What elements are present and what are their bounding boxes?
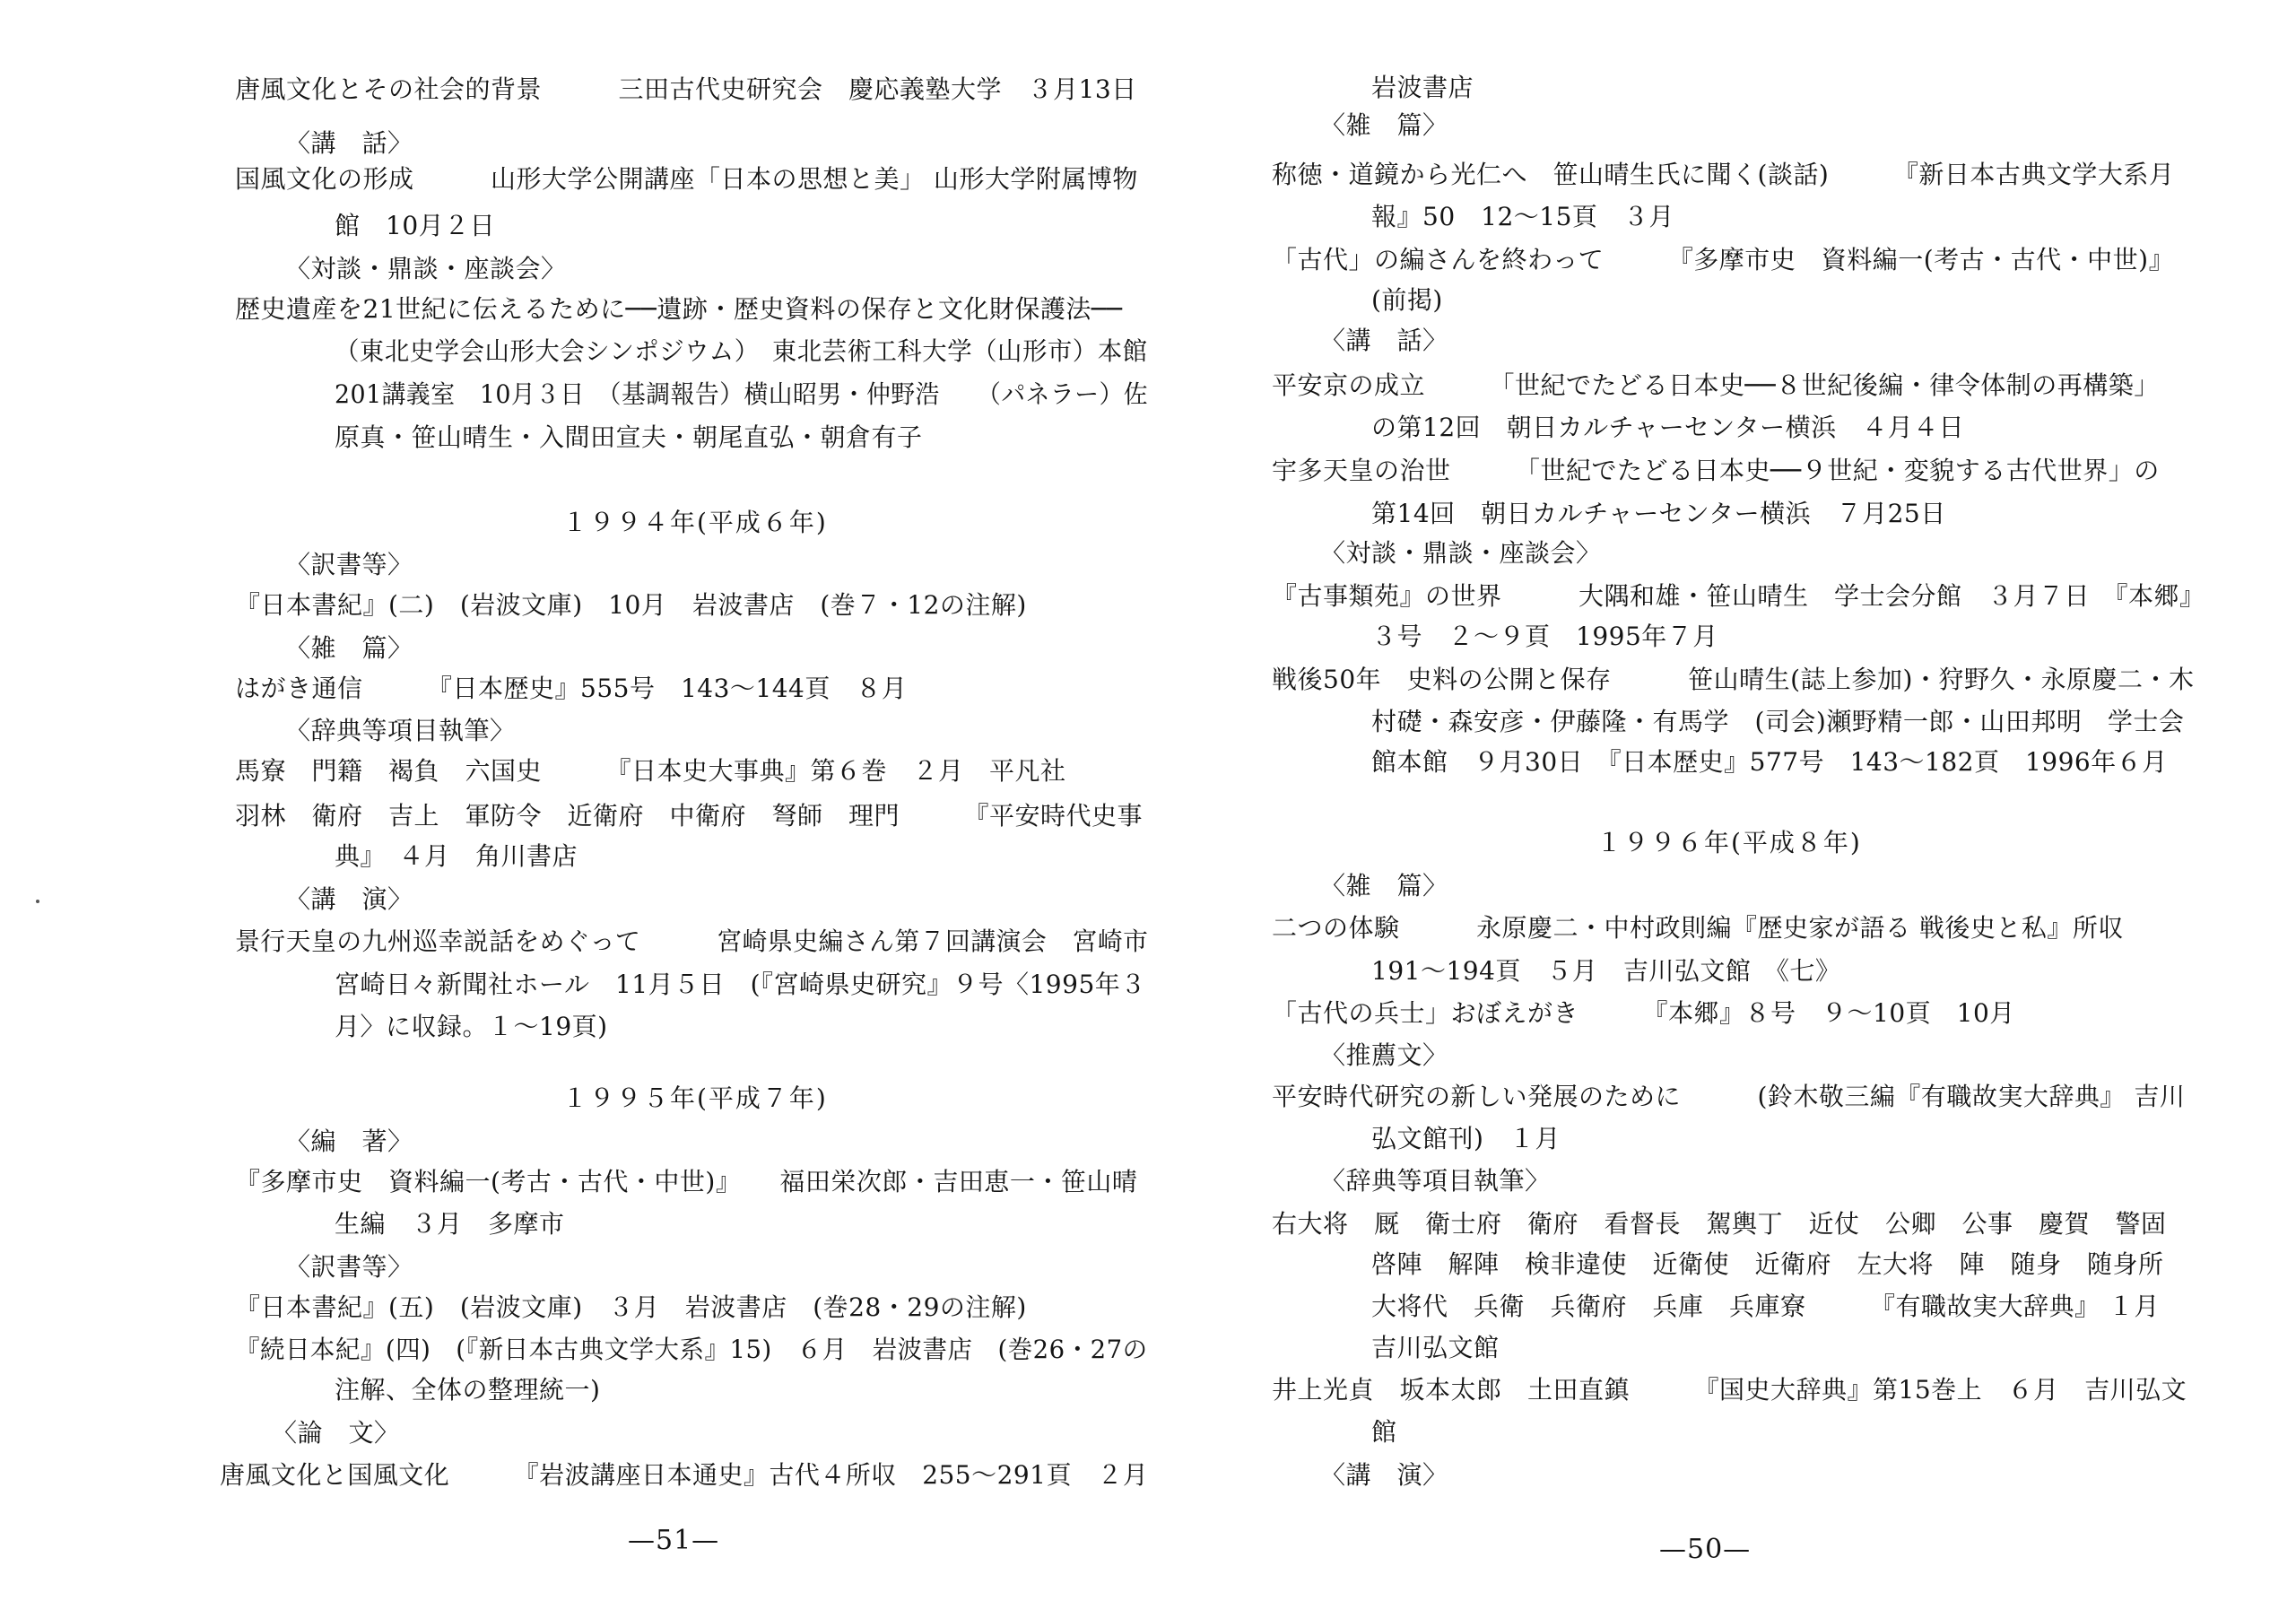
text-line: 平安京の成立 「世紀でたどる日本史──８世紀後編・律令体制の再構築」 <box>1272 370 2160 400</box>
text-line: 月〉に収録。１～19頁) <box>335 1012 608 1041</box>
text-line: 唐風文化と国風文化 『岩波講座日本通史』古代４所収 255～291頁 ２月 <box>220 1460 1149 1490</box>
stray-mark <box>36 900 39 903</box>
text-line: 大将代 兵衛 兵衛府 兵庫 兵庫寮 『有職故実大辞典』 １月 <box>1371 1292 2160 1321</box>
text-line: 生編 ３月 多摩市 <box>335 1209 565 1239</box>
text-line: 啓陣 解陣 検非違使 近衛使 近衛府 左大将 陣 随身 随身所 <box>1371 1249 2164 1279</box>
text-line: 館本館 ９月30日 『日本歴史』577号 143～182頁 1996年６月 <box>1371 747 2168 777</box>
text-line: 原真・笹山晴生・入間田宣夫・朝尾直弘・朝倉有子 <box>335 422 923 452</box>
text-line: 「古代の兵士」おぼえがき 『本郷』８号 ９～10頁 10月 <box>1272 998 2015 1028</box>
text-line: 岩波書店 <box>1371 73 1474 102</box>
text-line: 『日本書紀』(二) (岩波文庫) 10月 岩波書店 (巻７・12の注解) <box>235 590 1027 620</box>
text-line: ３号 ２～９頁 1995年７月 <box>1371 622 1718 651</box>
section-heading: 〈推薦文〉 <box>1320 1040 1448 1070</box>
text-line: 馬寮 門籍 褐負 六国史 『日本史大事典』第６巻 ２月 平凡社 <box>235 756 1066 786</box>
right-page <box>1193 0 2296 1618</box>
section-heading: 〈編 著〉 <box>285 1127 413 1156</box>
text-line: 景行天皇の九州巡幸説話をめぐって 宮崎県史編さん第７回講演会 宮崎市 <box>235 926 1149 956</box>
text-line: 典』 ４月 角川書店 <box>335 841 578 871</box>
text-line: 羽林 衛府 吉上 軍防令 近衛府 中衛府 弩師 理門 『平安時代史事 <box>235 801 1144 831</box>
text-line: 『日本書紀』(五) (岩波文庫) ３月 岩波書店 (巻28・29の注解) <box>235 1292 1027 1322</box>
text-line: 『続日本紀』(四) (『新日本古典文学大系』15) ６月 岩波書店 (巻26・27の <box>235 1335 1148 1364</box>
section-heading: 〈雑 篇〉 <box>1320 110 1448 140</box>
text-line: 吉川弘文館 <box>1371 1333 1500 1362</box>
text-line: 201講義室 10月３日 （基調報告）横山昭男・仲野浩 （パネラー）佐 <box>335 379 1149 409</box>
text-line: 宇多天皇の治世 「世紀でたどる日本史──９世紀・変貌する古代世界」の <box>1272 456 2160 485</box>
section-heading: 〈雑 篇〉 <box>1320 871 1448 900</box>
text-line: 宮崎日々新聞社ホール 11月５日 (『宮崎県史研究』９号〈1995年３ <box>335 970 1146 999</box>
page-number: —51— <box>628 1525 720 1556</box>
text-line: はがき通信 『日本歴史』555号 143～144頁 ８月 <box>235 674 908 703</box>
section-heading: 〈訳書等〉 <box>285 550 413 579</box>
section-heading: 〈辞典等項目執筆〉 <box>1320 1166 1551 1196</box>
year-heading-1996: １９９６年(平成８年) <box>1596 828 1862 857</box>
section-heading: 〈講 演〉 <box>285 884 413 914</box>
text-line: 平安時代研究の新しい発展のために (鈴木敬三編『有職故実大辞典』 吉川 <box>1272 1082 2186 1111</box>
text-line: 『多摩市史 資料編一(考古・古代・中世)』 福田栄次郎・吉田恵一・笹山晴 <box>235 1167 1138 1196</box>
text-line: 「古代」の編さんを終わって 『多摩市史 資料編一(考古・古代・中世)』 <box>1272 245 2175 274</box>
section-heading: 〈訳書等〉 <box>285 1252 413 1282</box>
year-heading-1994: １９９４年(平成６年) <box>562 508 828 537</box>
text-line: 第14回 朝日カルチャーセンター横浜 ７月25日 <box>1371 499 1946 528</box>
year-heading-1995: １９９５年(平成７年) <box>562 1083 828 1113</box>
text-line: 右大将 厩 衛士府 衛府 看督長 駕輿丁 近仗 公卿 公事 慶賀 警固 <box>1272 1209 2167 1239</box>
text-line: 国風文化の形成 山形大学公開講座「日本の思想と美」 山形大学附属博物 <box>235 164 1138 194</box>
section-heading: 〈講 話〉 <box>285 128 413 158</box>
text-line: 井上光貞 坂本太郎 土田直鎮 『国史大辞典』第15巻上 ６月 吉川弘文 <box>1272 1375 2187 1405</box>
text-line: 二つの体験 永原慶二・中村政則編『歴史家が語る 戦後史と私』所収 <box>1272 913 2124 943</box>
section-heading: 〈論 文〉 <box>272 1418 400 1448</box>
text-line: 村礎・森安彦・伊藤隆・有馬学 (司会)瀬野精一郎・山田邦明 学士会 <box>1371 707 2185 736</box>
text-line: 称徳・道鏡から光仁へ 笹山晴生氏に聞く(談話) 『新日本古典文学大系月 <box>1272 160 2175 189</box>
page-number: —50— <box>1659 1534 1752 1565</box>
text-line: 報』50 12～15頁 ３月 <box>1371 202 1674 231</box>
section-heading: 〈対談・鼎談・座談会〉 <box>1320 538 1602 568</box>
text-line: 歴史遺産を21世紀に伝えるために──遺跡・歴史資料の保存と文化財保護法── <box>235 294 1123 324</box>
text-line: 注解、全体の整理統一) <box>335 1375 601 1405</box>
text-line: 『古事類苑』の世界 大隅和雄・笹山晴生 学士会分館 ３月７日 『本郷』 <box>1272 581 2205 611</box>
text-line: 唐風文化とその社会的背景 三田古代史研究会 慶応義塾大学 ３月13日 <box>235 74 1137 104</box>
text-line: 館 10月２日 <box>335 211 496 240</box>
text-line: の第12回 朝日カルチャーセンター横浜 ４月４日 <box>1371 413 1965 442</box>
section-heading: 〈辞典等項目執筆〉 <box>285 716 516 745</box>
text-line: 191～194頁 ５月 吉川弘文館 《七》 <box>1371 956 1841 986</box>
section-heading: 〈雑 篇〉 <box>285 633 413 663</box>
section-heading: 〈講 演〉 <box>1320 1460 1448 1490</box>
section-heading: 〈対談・鼎談・座談会〉 <box>285 254 567 283</box>
text-line: （東北史学会山形大会シンポジウム） 東北芸術工科大学（山形市）本館 <box>335 336 1148 366</box>
text-line: 館 <box>1371 1417 1397 1447</box>
section-heading: 〈講 話〉 <box>1320 326 1448 355</box>
text-line: 戦後50年 史料の公開と保存 笹山晴生(誌上参加)・狩野久・永原慶二・木 <box>1272 665 2195 694</box>
text-line: 弘文館刊) １月 <box>1371 1124 1561 1153</box>
text-line: (前掲) <box>1371 285 1443 315</box>
